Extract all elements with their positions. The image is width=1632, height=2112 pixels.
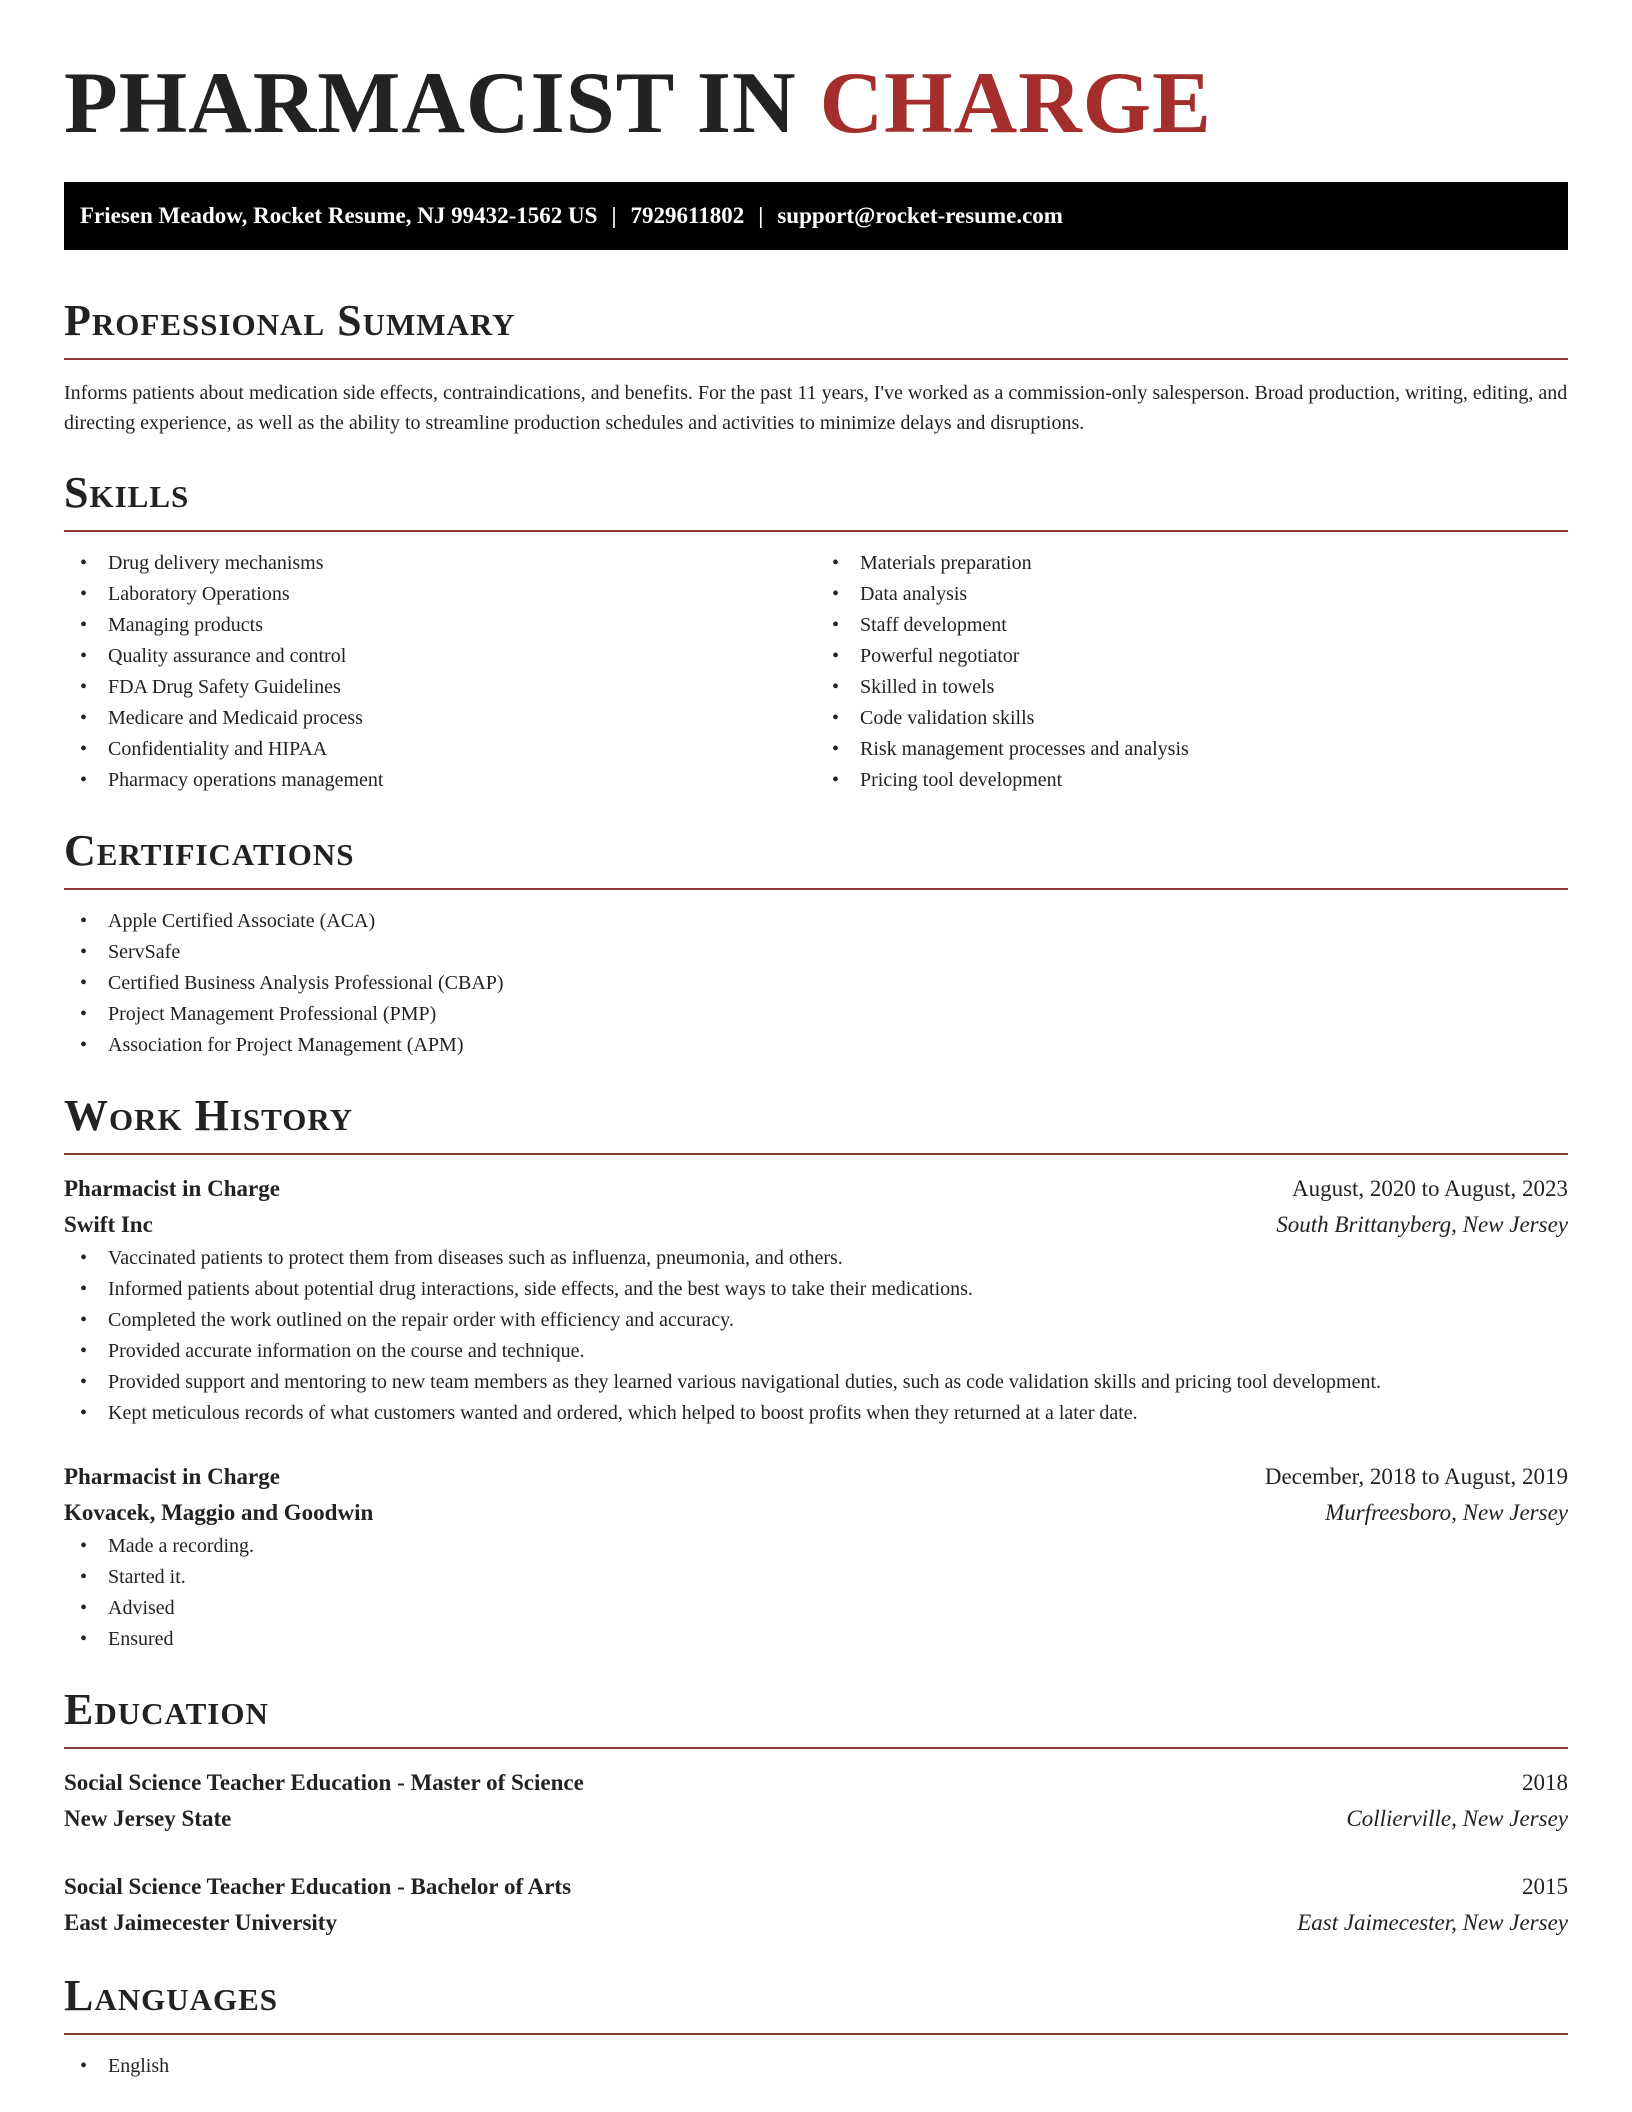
job-company: Kovacek, Maggio and Goodwin [64,1500,374,1525]
language-item: • English [64,2051,1568,2082]
job-duty-item: • Informed patients about potential drug interactions, side effects, and the best ways to take their medications. [64,1274,1568,1305]
skill-item: • Staff development [816,610,1568,641]
certifications-list [64,906,1568,1061]
contact-separator: | [758,203,764,228]
contact-separator: | [611,203,617,228]
skill-item: • FDA Drug Safety Guidelines [64,672,816,703]
education-location: East Jaimecester, New Jersey [1297,1910,1568,1935]
skill-item: • Powerful negotiator [816,641,1568,672]
job-duty-item: • Advised [64,1593,1568,1624]
job-title: Pharmacist in Charge [64,1176,280,1201]
languages-section [64,1969,1568,2082]
title-accent: CHARGE [819,55,1212,152]
contact-address: Friesen Meadow, Rocket Resume, NJ 99432-1562 US [80,203,598,228]
contact-email: support@rocket-resume.com [777,203,1063,228]
languages-heading: Languages [64,1971,279,2020]
job-location: Murfreesboro, New Jersey [1325,1500,1568,1525]
title-main: PHARMACIST IN [64,55,797,152]
contact-phone: 7929611802 [630,203,745,228]
skills-left-list [64,548,816,796]
skills-section [64,466,1568,796]
work-history-heading: Work History [64,1091,354,1140]
skill-item: • Code validation skills [816,703,1568,734]
job-duty-item: • Made a recording. [64,1531,1568,1562]
skill-item: • Pharmacy operations management [64,765,816,796]
job-duty-item: • Provided accurate information on the course and technique. [64,1336,1568,1367]
job-dates: December, 2018 to August, 2019 [1264,1464,1568,1489]
page-title [64,0,1568,154]
certification-item: • ServSafe [64,937,1568,968]
job-title: Pharmacist in Charge [64,1464,280,1489]
certification-item: • Association for Project Management (APM) [64,1030,1568,1061]
job-duty-item: • Started it. [64,1562,1568,1593]
education-heading: Education [64,1685,269,1734]
section-divider [64,530,1568,532]
summary-text: Informs patients about medication side effects, contraindications, and benefits. For the past 11 years, I've worked as a commission-only salesperson. Broad production, writing, editing, and directing experience, as well as the ability to streamline production schedules and activities to minimize delays and disruptions. [64,382,1568,434]
education-entry [64,1869,1568,1941]
section-divider [64,1153,1568,1155]
skill-item: • Risk management processes and analysis [816,734,1568,765]
job-entry [64,1171,1568,1429]
education-entry [64,1765,1568,1837]
section-divider [64,888,1568,890]
skills-grid [64,548,1568,796]
education-section [64,1683,1568,1941]
job-duty-item: • Completed the work outlined on the repair order with efficiency and accuracy. [64,1305,1568,1336]
skill-item: • Quality assurance and control [64,641,816,672]
education-year: 2018 [1522,1770,1568,1795]
skill-item: • Medicare and Medicaid process [64,703,816,734]
summary-heading: Professional Summary [64,296,516,345]
job-location: South Brittanyberg, New Jersey [1276,1212,1568,1237]
certifications-section [64,824,1568,1061]
section-divider [64,2033,1568,2035]
skill-item: • Confidentiality and HIPAA [64,734,816,765]
job-company: Swift Inc [64,1212,153,1237]
skill-item: • Skilled in towels [816,672,1568,703]
skills-heading: Skills [64,468,190,517]
work-history-section [64,1089,1568,1655]
contact-bar [64,182,1568,250]
job-entry [64,1459,1568,1655]
languages-list [64,2051,1568,2082]
skill-item: • Data analysis [816,579,1568,610]
skill-item: • Managing products [64,610,816,641]
education-location: Collierville, New Jersey [1346,1806,1568,1831]
skills-right-list [816,548,1568,796]
skill-item: • Materials preparation [816,548,1568,579]
job-duties-list [64,1531,1568,1655]
summary-section [64,294,1568,438]
job-duty-item: • Kept meticulous records of what customers wanted and ordered, which helped to boost profits when they returned at a later date. [64,1398,1568,1429]
section-divider [64,358,1568,360]
job-dates: August, 2020 to August, 2023 [1291,1176,1568,1201]
certification-item: • Certified Business Analysis Professional (CBAP) [64,968,1568,999]
section-divider [64,1747,1568,1749]
skill-item: • Laboratory Operations [64,579,816,610]
job-duty-item: • Vaccinated patients to protect them from diseases such as influenza, pneumonia, and others. [64,1243,1568,1274]
education-year: 2015 [1522,1874,1568,1899]
education-degree: Social Science Teacher Education - Master of Science [64,1770,584,1795]
skill-item: • Drug delivery mechanisms [64,548,816,579]
certification-item: • Apple Certified Associate (ACA) [64,906,1568,937]
education-degree: Social Science Teacher Education - Bachelor of Arts [64,1874,572,1899]
education-school: New Jersey State [64,1806,232,1831]
job-duties-list [64,1243,1568,1429]
certification-item: • Project Management Professional (PMP) [64,999,1568,1030]
job-duty-item: • Ensured [64,1624,1568,1655]
job-duty-item: • Provided support and mentoring to new team members as they learned various navigational duties, such as code validation skills and pricing tool development. [64,1367,1568,1398]
certifications-heading: Certifications [64,826,355,875]
education-school: East Jaimecester University [64,1910,337,1935]
skill-item: • Pricing tool development [816,765,1568,796]
